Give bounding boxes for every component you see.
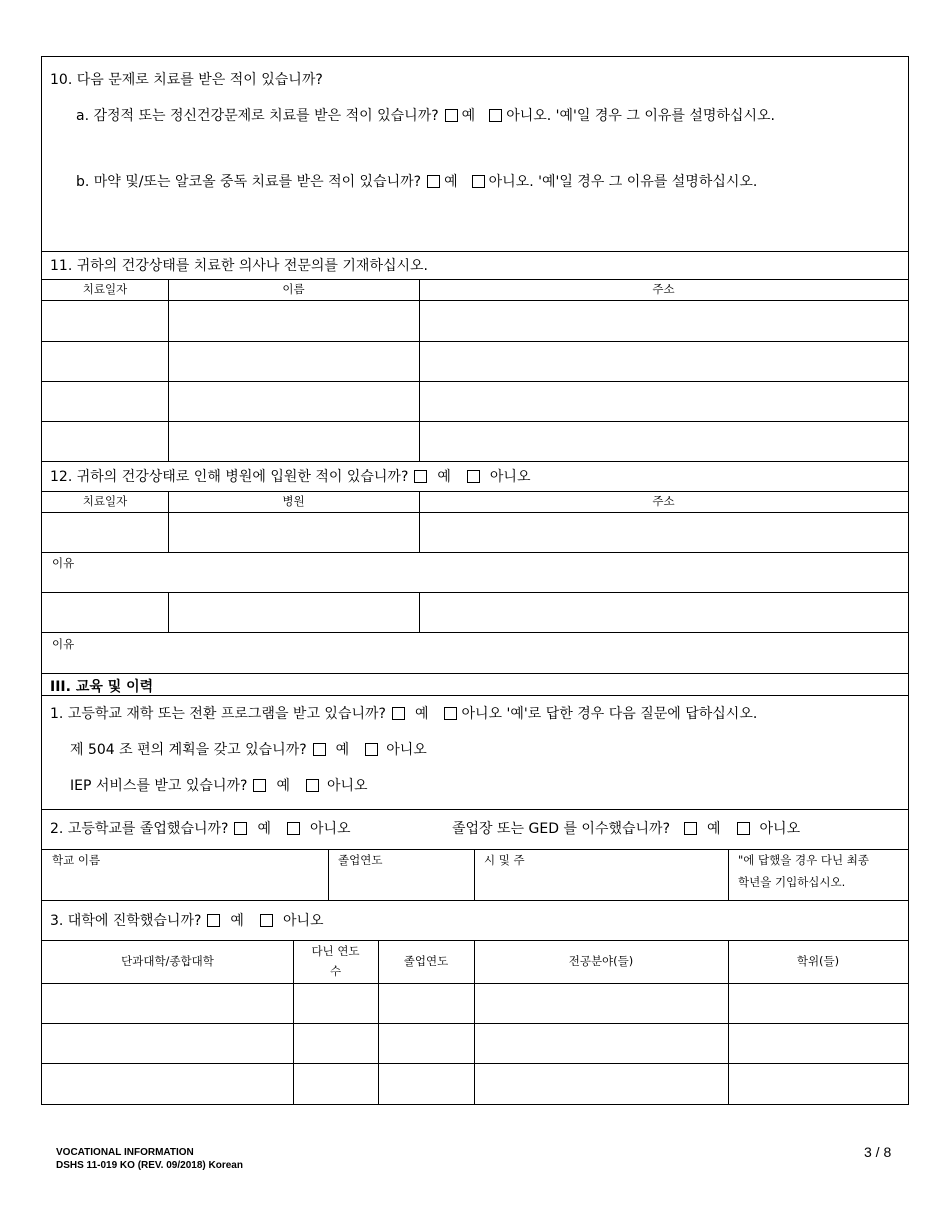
q10b-no-checkbox[interactable] xyxy=(472,175,485,188)
s3q2-ged-yes-checkbox[interactable] xyxy=(684,822,697,835)
footer-form-number: DSHS 11-019 KO (REV. 09/2018) Korean xyxy=(56,1160,243,1171)
divider xyxy=(42,673,908,674)
q10a-question: a. 감정적 또는 정신건강문제로 치료를 받은 적이 있습니까? xyxy=(76,108,439,124)
q10b-line xyxy=(76,173,757,191)
divider xyxy=(42,695,908,696)
divider xyxy=(42,592,908,593)
s3q1-line3 xyxy=(70,777,368,795)
column-line xyxy=(728,849,729,900)
table-row-line xyxy=(42,341,908,342)
s3q3-header-college: 단과대학/종합대학 xyxy=(121,954,214,968)
q12-reason-label-2: 이유 xyxy=(52,637,75,651)
section3-title: III. 교육 및 이력 xyxy=(50,679,154,695)
divider xyxy=(42,552,908,553)
s3q3-no-checkbox[interactable] xyxy=(260,914,273,927)
s3q1-no-checkbox[interactable] xyxy=(444,707,457,720)
s3q2-no-checkbox[interactable] xyxy=(287,822,300,835)
s3q2-ged-no-checkbox[interactable] xyxy=(737,822,750,835)
form-page xyxy=(41,56,909,1105)
table-row-line xyxy=(42,1063,908,1064)
q12-yes-label: 예 xyxy=(437,469,451,485)
column-line xyxy=(168,592,169,632)
column-line xyxy=(168,279,169,461)
q10b-yes-label: 예 xyxy=(444,174,458,190)
s3q2-yes-label: 예 xyxy=(257,821,271,837)
s3q1-iep-yes-label: 예 xyxy=(276,778,290,794)
s3q2-ged-line xyxy=(452,820,800,838)
q10b-no-label: 아니오. '예'일 경우 그 이유를 설명하십시오. xyxy=(488,174,758,190)
s3q1-iep-no-checkbox[interactable] xyxy=(306,779,319,792)
s3q2-line xyxy=(50,820,351,838)
q12-header-date: 치료일자 xyxy=(82,494,128,508)
s3q1-504-yes-checkbox[interactable] xyxy=(313,743,326,756)
s3q1-iep-no-label: 아니오 xyxy=(326,778,368,794)
column-line xyxy=(728,940,729,1104)
s3q2-header-school: 학교 이름 xyxy=(52,853,101,867)
q12-line xyxy=(50,468,530,486)
divider xyxy=(42,900,908,901)
s3q3-no-label: 아니오 xyxy=(282,913,324,929)
q11-header-name: 이름 xyxy=(282,282,305,296)
s3q3-header-years-1: 다닌 연도 xyxy=(311,944,360,958)
s3q1-yes-label: 예 xyxy=(414,706,429,722)
column-line xyxy=(419,279,420,461)
s3q3-header-degree: 학위(들) xyxy=(796,954,840,968)
table-row-line xyxy=(42,1023,908,1024)
divider xyxy=(42,300,908,301)
s3q3-yes-label: 예 xyxy=(230,913,244,929)
q12-header-hospital: 병원 xyxy=(282,494,305,508)
column-line xyxy=(293,940,294,1104)
s3q2-question: 2. 고등학교를 졸업했습니까? xyxy=(50,821,229,837)
q12-no-checkbox[interactable] xyxy=(467,470,480,483)
q11-header-address: 주소 xyxy=(652,282,675,296)
q11-title: 11. 귀하의 건강상태를 치료한 의사나 전문의를 기재하십시오. xyxy=(50,258,428,274)
column-line xyxy=(378,940,379,1104)
s3q1-504-no-label: 아니오 xyxy=(386,742,427,758)
q10a-yes-checkbox[interactable] xyxy=(445,109,458,122)
divider xyxy=(42,849,908,850)
column-line xyxy=(419,592,420,632)
column-line xyxy=(419,491,420,552)
q10a-no-label: 아니오. '예'일 경우 그 이유를 설명하십시오. xyxy=(506,108,775,124)
q12-header-address: 주소 xyxy=(652,494,675,508)
divider xyxy=(42,461,908,462)
table-row-line xyxy=(42,381,908,382)
s3q2-no-label: 아니오 xyxy=(309,821,351,837)
s3q2-header-city-state: 시 및 주 xyxy=(484,853,525,867)
s3q3-header-grad-year: 졸업연도 xyxy=(403,954,449,968)
s3q1-yes-checkbox[interactable] xyxy=(392,707,405,720)
s3q3-yes-checkbox[interactable] xyxy=(207,914,220,927)
q11-header-date: 치료일자 xyxy=(82,282,128,296)
column-line xyxy=(168,491,169,552)
column-line xyxy=(474,940,475,1104)
s3q3-line xyxy=(50,912,324,930)
q10a-no-checkbox[interactable] xyxy=(489,109,502,122)
table-row-line xyxy=(42,421,908,422)
page-number: 3 / 8 xyxy=(864,1144,892,1160)
divider xyxy=(42,279,908,280)
column-line xyxy=(328,849,329,900)
divider xyxy=(42,983,908,984)
s3q1-no-label: 아니오 '예'로 답한 경우 다음 질문에 답하십시오. xyxy=(461,706,758,722)
column-line xyxy=(474,849,475,900)
divider xyxy=(42,251,908,252)
q10-title: 10. 다음 문제로 치료를 받은 적이 있습니까? xyxy=(50,72,323,88)
s3q2-ged-no-label: 아니오 xyxy=(759,821,801,837)
q10a-yes-label: 예 xyxy=(461,108,476,124)
s3q1-iep-yes-checkbox[interactable] xyxy=(253,779,266,792)
divider xyxy=(42,512,908,513)
s3q1-line2 xyxy=(70,741,427,759)
q12-no-label: 아니오 xyxy=(489,469,531,485)
divider xyxy=(42,809,908,810)
q12-reason-label-1: 이유 xyxy=(52,556,75,570)
s3q1-question: 1. 고등학교 재학 또는 전환 프로그램을 받고 있습니까? xyxy=(50,706,386,722)
q10b-question: b. 마약 및/또는 알코올 중독 치료를 받은 적이 있습니까? xyxy=(76,174,422,190)
s3q2-header-grad-year: 졸업연도 xyxy=(338,853,383,867)
s3q2-header-last-grade-1: "에 답했을 경우 다닌 최종 xyxy=(738,853,870,867)
s3q2-header-last-grade-2: 학년을 기입하십시오. xyxy=(738,875,846,889)
s3q3-header-major: 전공분야(들) xyxy=(568,954,634,968)
q12-yes-checkbox[interactable] xyxy=(414,470,427,483)
s3q1-504-no-checkbox[interactable] xyxy=(365,743,378,756)
q10b-yes-checkbox[interactable] xyxy=(427,175,440,188)
q12-title: 12. 귀하의 건강상태로 인해 병원에 입원한 적이 있습니까? xyxy=(50,469,409,485)
divider xyxy=(42,632,908,633)
divider xyxy=(42,491,908,492)
s3q3-header-years-2: 수 xyxy=(329,964,342,978)
s3q2-yes-checkbox[interactable] xyxy=(234,822,247,835)
s3q1-504-yes-label: 예 xyxy=(335,742,350,758)
s3q2-ged-question: 졸업장 또는 GED 를 이수했습니까? xyxy=(452,821,670,837)
divider xyxy=(42,940,908,941)
s3q1-iep-question: IEP 서비스를 받고 있습니까? xyxy=(70,778,248,794)
s3q1-line1 xyxy=(50,705,757,723)
s3q2-ged-yes-label: 예 xyxy=(707,821,721,837)
s3q1-504-question: 제 504 조 편의 계획을 갖고 있습니까? xyxy=(70,742,307,758)
q10a-line xyxy=(76,107,775,125)
footer-form-name: VOCATIONAL INFORMATION xyxy=(56,1147,194,1158)
s3q3-question: 3. 대학에 진학했습니까? xyxy=(50,913,202,929)
